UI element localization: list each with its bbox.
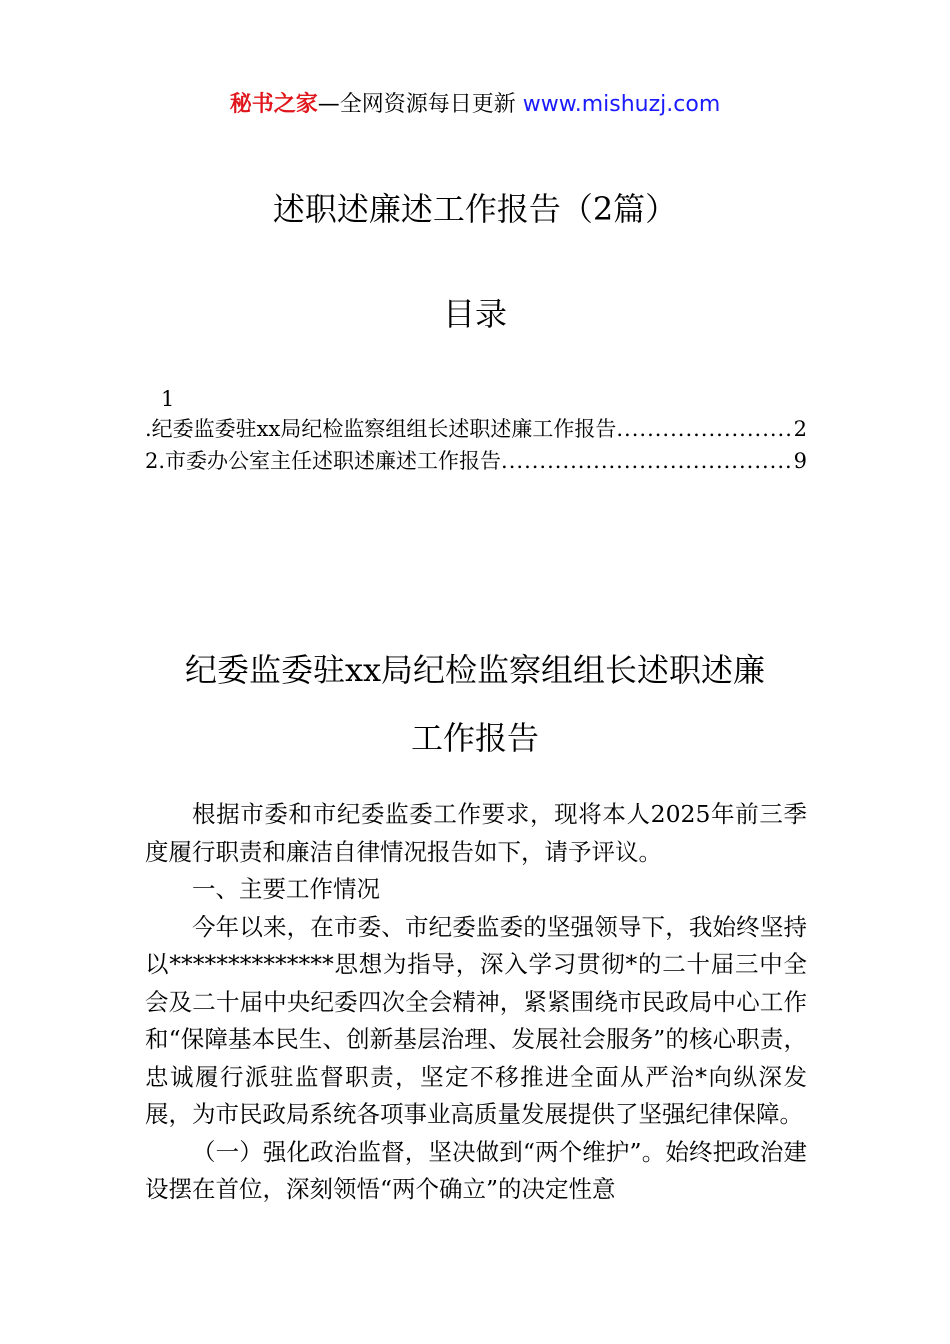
toc-leader-dots bbox=[616, 414, 793, 444]
brand-name: 秘书之家 bbox=[229, 92, 318, 117]
toc-heading: 目录 bbox=[442, 295, 507, 333]
header-slogan: —全网资源每日更新 bbox=[317, 92, 523, 117]
body-paragraph: 根据市委和市纪委监委工作要求，现将本人2025年前三季度履行职责和廉洁自律情况报告如下，请予评议。 bbox=[145, 800, 807, 866]
toc-entry-label: 2.市委办公室主任述职述廉述工作报告 bbox=[145, 449, 502, 473]
toc-entry-2[interactable] bbox=[145, 446, 807, 478]
toc-entry-page: 2 bbox=[793, 417, 807, 441]
toc-entry-label: .纪委监委驻xx局纪检监察组组长述职述廉工作报告 bbox=[145, 417, 617, 441]
toc-leader-dots bbox=[501, 446, 794, 476]
section-title bbox=[0, 636, 950, 772]
section-title-line-1: 纪委监委驻xx局纪检监察组组长述职述廉 bbox=[184, 651, 766, 689]
section-title-line-2: 工作报告 bbox=[410, 719, 539, 757]
table-of-contents bbox=[145, 384, 807, 478]
site-url-link[interactable]: www.mishuzj.com bbox=[522, 92, 721, 117]
body-paragraph: （一）强化政治监督，坚决做到“两个维护”。始终把政治建设摆在首位，深刻领悟“两个确立”的决定性意 bbox=[145, 1137, 807, 1203]
toc-entry-page: 9 bbox=[793, 449, 807, 473]
document-title: 述职述廉述工作报告（2篇） bbox=[272, 190, 678, 228]
body-text bbox=[145, 796, 807, 1209]
body-paragraph: 今年以来，在市委、市纪委监委的坚强领导下，我始终坚持以**************思想为指导，深入学习贯彻*的二十届三中全会及二十届中央纪委四次全会精神，紧紧围绕市民政局中心工作和“保障基本民生、创新基层治理、发展社会服务”的核心职责，忠诚履行派驻监督职责，坚定不移推进全面从严治*向纵深发展，为市民政局系统各项事业高质量发展提供了坚强纪律保障。 bbox=[145, 912, 807, 1128]
body-heading: 一、主要工作情况 bbox=[192, 875, 380, 903]
site-header bbox=[0, 88, 950, 122]
toc-entry-1[interactable] bbox=[145, 414, 807, 446]
toc-entry-number: 1 bbox=[161, 387, 175, 411]
